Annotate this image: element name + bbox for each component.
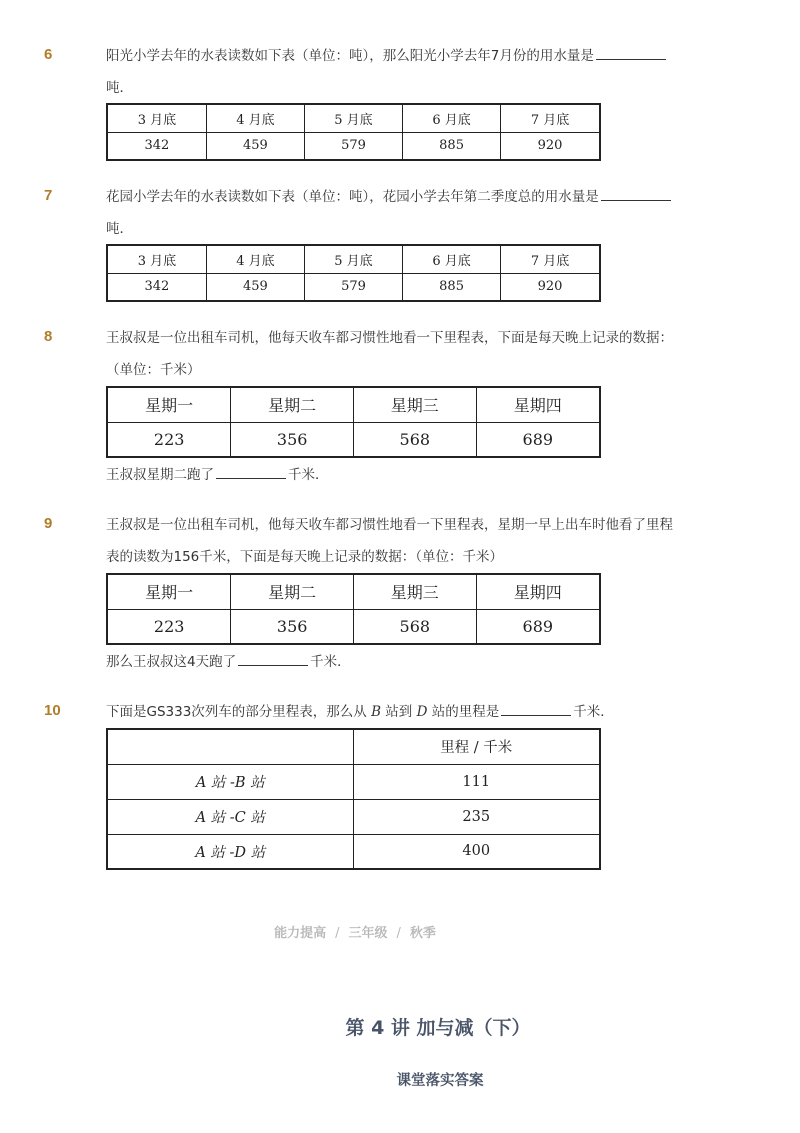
problem-text-line2: 表的读数为156千米，下面是每天晚上记录的数据：（单位：千米）: [106, 549, 504, 565]
problem-text-line2: （单位：千米）: [106, 362, 201, 378]
table-header-cell: 6 月底: [403, 245, 501, 273]
answer-blank[interactable]: [601, 185, 671, 201]
table-row: [107, 609, 600, 644]
table-header-cell: 星期一: [107, 387, 231, 422]
footer-grade: 三年级: [348, 926, 388, 941]
answers-heading: 课堂落实答案: [396, 1073, 484, 1089]
problem-text: [106, 40, 716, 104]
odometer-table: [106, 386, 601, 458]
table-header-cell: 7 月底: [501, 245, 600, 273]
question-unit: 千米．: [288, 467, 329, 483]
table-cell: 459: [206, 273, 304, 301]
table-cell: 579: [304, 132, 402, 160]
table-cell: 356: [231, 609, 354, 644]
table-cell: 223: [107, 422, 231, 457]
problem-text-line1: 王叔叔是一位出租车司机，他每天收车都习惯性地看一下里程表，下面是每天晚上记录的数据：: [106, 330, 673, 346]
table-cell: 459: [206, 132, 304, 160]
answer-blank[interactable]: [216, 463, 286, 479]
table-header-cell: 星期一: [107, 574, 231, 609]
problem-number: 6: [44, 46, 53, 63]
answer-blank[interactable]: [596, 44, 666, 60]
table-row: [107, 799, 600, 834]
table-header-cell: 星期四: [476, 387, 600, 422]
answer-blank[interactable]: [501, 700, 571, 716]
footer-course: 能力提高: [274, 926, 327, 941]
table-header-cell: 4 月底: [206, 245, 304, 273]
footer-season: 秋季: [409, 926, 436, 941]
table-cell: 568: [353, 422, 476, 457]
table-header-row: [107, 104, 600, 132]
table-header-cell: 5 月底: [304, 245, 402, 273]
table-cell: 689: [476, 609, 600, 644]
table-header-cell: 3 月底: [107, 245, 206, 273]
table-header-cell: 星期二: [231, 387, 354, 422]
table-header-cell: 5 月底: [304, 104, 402, 132]
table-cell: A 站 -D 站: [107, 834, 353, 869]
table-cell: 920: [501, 132, 600, 160]
table-cell: 356: [231, 422, 354, 457]
problem-text: [106, 509, 716, 573]
problem-question: [106, 650, 351, 672]
problem-text-part: 站的里程是: [427, 704, 500, 720]
problem-text-part: 下面是GS333次列车的部分里程表，那么从: [106, 704, 372, 720]
table-header-cell: 6 月底: [403, 104, 501, 132]
table-cell: A 站 -B 站: [107, 764, 353, 799]
table-header-cell: 4 月底: [206, 104, 304, 132]
problem-text-line2: 吨．: [106, 80, 133, 96]
station-label: D: [416, 704, 428, 720]
chapter-title: 第 4 讲 加与减（下）: [345, 1017, 531, 1039]
table-header-row: [107, 387, 600, 422]
table-header-row: [107, 245, 600, 273]
table-cell: 342: [107, 132, 206, 160]
table-header-cell: 星期三: [353, 387, 476, 422]
table-header-row: [107, 574, 600, 609]
table-cell: 342: [107, 273, 206, 301]
problem-question: [106, 463, 329, 485]
table-header-cell: 星期四: [476, 574, 600, 609]
station-label: B: [371, 704, 382, 720]
problem-text: [106, 322, 716, 386]
problem-text-line1: 阳光小学去年的水表读数如下表（单位：吨），那么阳光小学去年7月份的用水量是: [106, 48, 594, 64]
table-cell: 689: [476, 422, 600, 457]
problem-number: 7: [44, 187, 53, 204]
table-header-cell: 里程 / 千米: [353, 729, 600, 764]
table-row: [107, 834, 600, 869]
table-header-cell: 7 月底: [501, 104, 600, 132]
footer-separator: /: [396, 926, 401, 941]
table-cell: 920: [501, 273, 600, 301]
table-cell: 223: [107, 609, 231, 644]
problem-text: [106, 696, 716, 728]
problem-number: 9: [44, 515, 53, 532]
problem-text-part: 站到: [381, 704, 417, 720]
table-cell: 568: [353, 609, 476, 644]
problem-text-line2: 吨．: [106, 221, 133, 237]
problem-number: 10: [44, 702, 61, 719]
table-row: [107, 422, 600, 457]
table-cell: 885: [403, 132, 501, 160]
table-header-cell: 星期二: [231, 574, 354, 609]
page-footer: [0, 922, 710, 941]
problem-text-line1: 王叔叔是一位出租车司机，他每天收车都习惯性地看一下里程表，星期一早上出车时他看了里程: [106, 517, 673, 533]
table-row: [107, 132, 600, 160]
table-cell: A 站 -C 站: [107, 799, 353, 834]
problem-text: [106, 181, 716, 245]
table-header-cell: 星期三: [353, 574, 476, 609]
table-cell: 400: [353, 834, 600, 869]
table-row: [107, 273, 600, 301]
odometer-table: [106, 573, 601, 645]
water-meter-table: [106, 244, 601, 302]
question-unit: 千米．: [310, 654, 351, 670]
answer-blank[interactable]: [238, 650, 308, 666]
problem-number: 8: [44, 328, 53, 345]
table-cell: 885: [403, 273, 501, 301]
water-meter-table: [106, 103, 601, 161]
footer-separator: /: [335, 926, 340, 941]
question-text: 王叔叔星期二跑了: [106, 467, 214, 483]
table-cell: 579: [304, 273, 402, 301]
table-cell: 111: [353, 764, 600, 799]
problem-text-part: 千米．: [573, 704, 614, 720]
problem-text-line1: 花园小学去年的水表读数如下表（单位：吨），花园小学去年第二季度总的用水量是: [106, 189, 599, 205]
question-text: 那么王叔叔这4天跑了: [106, 654, 237, 670]
table-header-row: [107, 729, 600, 764]
train-mileage-table: [106, 728, 601, 870]
table-row: [107, 764, 600, 799]
table-header-cell: [107, 729, 353, 764]
table-header-cell: 3 月底: [107, 104, 206, 132]
table-cell: 235: [353, 799, 600, 834]
